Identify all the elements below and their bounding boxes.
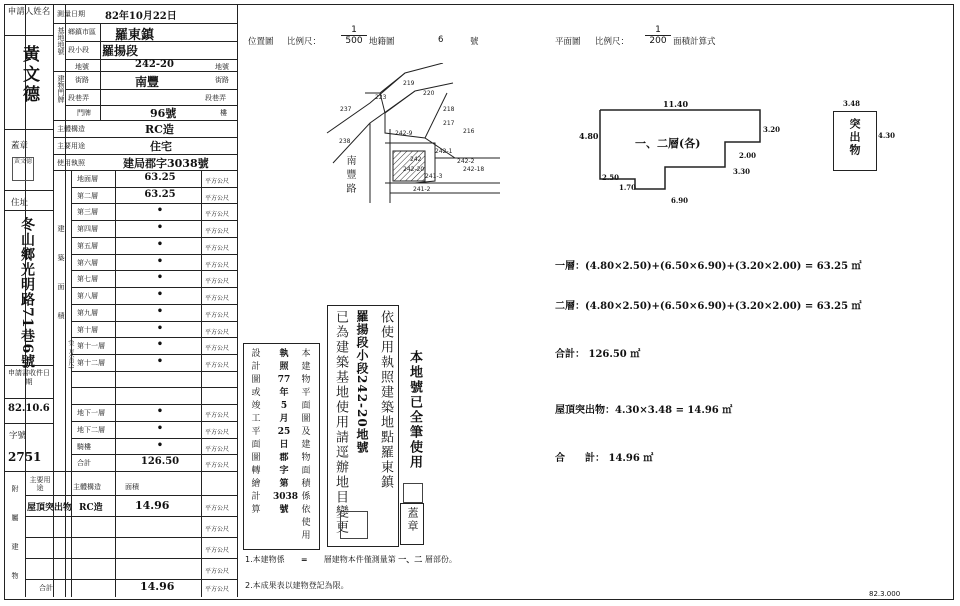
floor-unit: 平方公尺 (205, 345, 230, 353)
door-label: 門牌 (77, 109, 91, 117)
annex-row-line (25, 537, 237, 538)
street-label: 街路 (75, 76, 89, 84)
declaration-char: 面 (251, 440, 261, 450)
floor-name: 第五層 (77, 241, 98, 250)
road-label: 南豐路 (344, 155, 355, 197)
note2: 2.本成果表以建物登記為限。 (245, 581, 349, 590)
floor-unit: 平方公尺 (205, 178, 230, 185)
section-label: 段小段 (68, 46, 89, 54)
floor-unit: 平方公尺 (205, 412, 230, 420)
declaration-char: 積 (301, 479, 311, 489)
declaration-char: 號 (279, 505, 289, 515)
declaration-char: 工 (251, 414, 261, 424)
floor-name: 騎樓 (77, 442, 91, 451)
floor-unit: 平方公尺 (205, 311, 230, 319)
floor-area-value: • (156, 406, 164, 418)
use-label: 主要用途 (57, 142, 85, 150)
lot-label: 地號 (75, 63, 89, 71)
floor-row-line (71, 471, 237, 472)
annex-structure: RC造 (79, 503, 103, 513)
stamp-seal-text: 蓋章 (406, 507, 419, 533)
floor-row-line (71, 304, 237, 305)
lot-suffix: 地號 (215, 63, 229, 71)
annex-row-line (25, 579, 237, 580)
declaration-box (243, 343, 320, 550)
floor-name: 合計 (77, 459, 91, 468)
annex-use-label: 主要用途 (29, 476, 51, 492)
floor-row-line (71, 254, 237, 255)
building-label: 建物門牌 (57, 75, 65, 103)
parcel-label: 238 (339, 138, 351, 145)
floor-row-line (71, 454, 237, 455)
declaration-char: 係 (301, 492, 311, 502)
dim-bottom2: 1.70 (619, 183, 637, 192)
floor-name: 地面層 (77, 175, 98, 183)
dim-side-w: 3.48 (843, 99, 861, 108)
parcel-label: 242 (410, 156, 422, 163)
seal-square (340, 511, 368, 539)
note1-start: 1.本建物係 (245, 555, 285, 564)
use-value: 住宅 (150, 140, 172, 153)
lot-value: 242-20 (135, 59, 174, 70)
annex-unit: 平方公尺 (205, 505, 230, 512)
map-label: 地籍圖 (369, 37, 395, 47)
note1-mid: 層建物本件僅測量第 (323, 555, 396, 564)
seal-stamp: 黃文德 (12, 157, 34, 181)
floor-unit: 平方公尺 (205, 462, 230, 470)
declaration-char: 字 (279, 466, 289, 476)
location-scale-den: 500 (341, 35, 367, 46)
floor-unit: 平方公尺 (205, 428, 230, 436)
declaration-char: 設 (251, 349, 261, 359)
parcel-label: 241-2 (413, 186, 431, 193)
annex-label: 附屬建物 (11, 485, 19, 601)
survey-date-label: 測量日期 (57, 10, 85, 18)
section-value: 羅揚段 (102, 44, 139, 58)
location-scale (341, 25, 367, 46)
floor-unit: 平方公尺 (205, 328, 230, 336)
floor-name: 第九層 (77, 308, 98, 317)
floor-unit: 平方公尺 (205, 211, 230, 219)
location-scale-num: 1 (351, 25, 357, 35)
parcel-label: 242-9 (395, 130, 413, 137)
floor-name: 第八層 (77, 292, 98, 301)
floor-row-line (71, 354, 237, 355)
dim-right2: 2.00 (739, 151, 757, 160)
floor-row-line (71, 187, 237, 188)
floor-area-value: • (156, 255, 164, 267)
annex-unit: 平方公尺 (205, 547, 230, 554)
dim-right3: 3.30 (733, 167, 751, 176)
annex-area-label: 面積 (125, 483, 139, 491)
dim-top: 11.40 (663, 99, 689, 109)
floor-row-line (71, 237, 237, 238)
calc-roof: 屋頂突出物：4.30×3.48 = 14.96 ㎡ (555, 405, 733, 416)
floor-unit: 平方公尺 (205, 244, 230, 252)
declaration-col3 (248, 348, 264, 517)
declaration-char: 月 (279, 414, 289, 424)
declaration-char: 照 (279, 362, 289, 372)
floor-area-value: 63.25 (144, 188, 176, 200)
annex-unit: 平方公尺 (205, 568, 230, 575)
declaration-char: 及 (301, 427, 311, 437)
declaration-char: 第 (279, 479, 289, 489)
applicant-label: 申請人姓名 (7, 7, 51, 17)
license-value: 建局郡字3038號 (123, 157, 209, 170)
parcel-label: 217 (443, 120, 455, 127)
floor-name: 地下一層 (77, 409, 105, 418)
survey-form (4, 4, 954, 600)
floor-row-line (71, 287, 237, 288)
floor-unit: 平方公尺 (205, 295, 230, 303)
stamp-col2: 已為建築基地使用請逕辦地目變更 (333, 310, 348, 535)
declaration-char: 77 (277, 375, 291, 385)
stamp-col3: 羅揚段小段242-20地號 (355, 310, 369, 454)
plan-scale-label: 比例尺： (595, 37, 630, 47)
floor-row-line (71, 387, 237, 388)
floor-unit: 平方公尺 (205, 361, 230, 369)
note1-end: 層部份。 (424, 555, 457, 564)
declaration-char: 圖 (301, 414, 311, 424)
declaration-char: 用 (301, 531, 311, 541)
roof-label: 突出物 (848, 118, 861, 157)
dim-right1: 3.20 (763, 125, 781, 134)
declaration-char: 平 (301, 388, 311, 398)
parcel-label: 241-3 (425, 173, 443, 180)
declaration-char: 物 (301, 375, 311, 385)
annex-area-value: 14.96 (135, 499, 170, 512)
parcel-label: 237 (340, 106, 352, 113)
parcel-label: 219 (403, 80, 415, 87)
floor-row-line (71, 220, 237, 221)
floor-area-value: • (156, 322, 164, 334)
city-label: 鄉鎮市區 (68, 28, 96, 36)
floor-area-value: • (156, 305, 164, 317)
floor-unit: 平方公尺 (205, 445, 230, 453)
floor-name: 第十層 (77, 325, 98, 334)
parcel-label: 242-2 (457, 158, 475, 165)
room-label: 一、二層(各) (635, 137, 701, 150)
city-value: 羅東鎮 (115, 28, 155, 43)
declaration-char: 平 (251, 427, 261, 437)
plan-title: 平面圖 (555, 37, 581, 47)
floor-unit: 平方公尺 (205, 228, 230, 236)
floor-row-line (71, 421, 237, 422)
parcel-label: 220 (423, 90, 435, 97)
floor-area-value: 63.25 (144, 172, 176, 183)
floor-unit: 平方公尺 (205, 278, 230, 286)
annex-row-line (25, 516, 237, 517)
small-seal (403, 483, 423, 503)
lane-label: 段巷弄 (68, 94, 89, 102)
address-label: 住址 (11, 198, 29, 208)
declaration-char: 日 (279, 440, 289, 450)
annex-unit: 平方公尺 (205, 526, 230, 533)
declaration-char: 依 (301, 505, 311, 515)
structure-label: 主體構造 (57, 125, 85, 133)
floor-name: 第十一層 (77, 342, 105, 351)
declaration-char: 執 (279, 349, 289, 359)
parcel-label: 242-1 (435, 148, 453, 155)
plan-scale (645, 25, 671, 46)
annex-total-label: 合計 (39, 584, 53, 592)
floor-row-line (71, 270, 237, 271)
map-sheet: 6 (438, 35, 444, 45)
parcel-label: 242-20 (403, 166, 425, 173)
stamp-col1: 依使用執照建築地點羅東鎮 (378, 310, 393, 490)
vertical-note: 本地號已全筆使用 (407, 350, 422, 470)
declaration-char: 繪 (251, 479, 261, 489)
annex-use: 屋頂突出物 (27, 503, 73, 513)
land-label: 基地地號 (57, 27, 65, 55)
dim-side-h: 4.30 (878, 131, 896, 140)
floor-name: 第七層 (77, 275, 98, 284)
declaration-char: 圖 (251, 375, 261, 385)
floor-area-value: • (156, 355, 164, 367)
declaration-char: 使 (301, 518, 311, 528)
floor-name: 第二層 (77, 191, 98, 200)
declaration-char: 面 (301, 401, 311, 411)
area-calc-label: 面積計算式 (673, 37, 716, 47)
floor-row-line (71, 404, 237, 405)
footer-code: 82.3.000 (869, 590, 901, 598)
declaration-char: 5 (280, 401, 288, 411)
floor-name: 地下二層 (77, 425, 105, 434)
parcel-label: 216 (463, 128, 475, 135)
declaration-char: 面 (301, 466, 311, 476)
declaration-char: 圖 (251, 453, 261, 463)
floor-row-line (71, 337, 237, 338)
floor-suffix: 樓 (220, 109, 227, 117)
parcel-label: 218 (443, 106, 455, 113)
declaration-col1 (298, 348, 314, 543)
calc-total: 合計： 126.50 ㎡ (555, 349, 641, 360)
floor-unit: 平方公尺 (205, 194, 230, 202)
declaration-char: 計 (251, 492, 261, 502)
floor-area-value: • (156, 289, 164, 301)
lane-suffix: 段巷弄 (205, 94, 226, 102)
roof-structure (833, 111, 877, 171)
dim-bottom3: 6.90 (671, 196, 689, 205)
floor-area-value: 126.50 (140, 456, 180, 468)
annex-total-unit: 平方公尺 (205, 586, 230, 593)
area-label: 建築面積 (57, 225, 65, 341)
parcel-label: 223 (375, 94, 387, 101)
floor-row-line (71, 203, 237, 204)
calc-floor1: 一層：(4.80×2.50)+(6.50×6.90)+(3.20×2.00) = 63.25 ㎡ (555, 261, 862, 272)
dim-bottom1: 2.50 (602, 173, 620, 182)
declaration-char: 轉 (251, 466, 261, 476)
floor-name: 第四層 (77, 225, 98, 234)
floor-area-value: • (156, 422, 164, 434)
declaration-char: 竣 (251, 401, 261, 411)
declaration-char: 年 (279, 388, 289, 398)
floor-area-value: • (156, 339, 164, 351)
date-label: 申請書收件日期 (8, 369, 50, 386)
declaration-char: 建 (301, 362, 311, 372)
parcel-label: 242-18 (463, 166, 485, 173)
annex-row-line (25, 558, 237, 559)
floor-unit: 平方公尺 (205, 261, 230, 269)
calc-floor2: 二層：(4.80×2.50)+(6.50×6.90)+(3.20×2.00) = 63.25 ㎡ (555, 301, 862, 312)
door-value: 96號 (150, 107, 177, 120)
floor-area-value: • (156, 205, 164, 217)
floor-name: 第十二層 (77, 358, 105, 367)
declaration-char: 3038 (273, 492, 299, 502)
floor-area-value: • (156, 272, 164, 284)
annex-structure-label: 主體構造 (73, 483, 101, 491)
map-sheet-suffix: 號 (470, 37, 479, 47)
floor-name: 第六層 (77, 258, 98, 267)
declaration-col2 (273, 348, 299, 517)
dim-left: 4.80 (579, 131, 599, 141)
address-value: 冬山鄉光明路71巷6號 (19, 217, 35, 370)
annex-total-value: 14.96 (140, 580, 175, 593)
note1: 1.本建物係 = 層建物本件僅測量第 一、二 層部份。 (245, 554, 457, 564)
floor-name: 第三層 (77, 208, 98, 217)
floor-area-value: • (156, 439, 164, 451)
location-scale-label: 比例尺： (287, 37, 322, 47)
plan-scale-den: 200 (645, 35, 671, 46)
declaration-char: 算 (251, 505, 261, 515)
license-label: 使用執照 (57, 159, 85, 167)
structure-value: RC造 (145, 123, 174, 136)
declaration-char: 計 (251, 362, 261, 372)
calc-roof-total: 合 計： 14.96 ㎡ (555, 453, 654, 464)
date-value: 82.10.6 (8, 403, 50, 414)
street-value: 南豐 (135, 75, 160, 89)
location-title: 位置圖 (248, 37, 274, 47)
declaration-char: 25 (277, 427, 291, 437)
number-value: 2751 (8, 450, 42, 464)
street-suffix: 街路 (215, 76, 229, 84)
floor-row-line (71, 438, 237, 439)
plan-scale-num: 1 (655, 25, 661, 35)
applicant-name: 黃文德 (19, 45, 39, 105)
declaration-char: 本 (301, 349, 311, 359)
declaration-char: 物 (301, 453, 311, 463)
stamp-seal (400, 503, 424, 545)
survey-date-value: 82年10月22日 (105, 11, 177, 22)
declaration-char: 郡 (279, 453, 289, 463)
number-label: 字號 (9, 431, 27, 441)
seal-label: 蓋章 (11, 141, 29, 151)
floor-area-value: • (156, 238, 164, 250)
floor-row-line (71, 321, 237, 322)
floor-area-value: • (156, 222, 164, 234)
floor-row-line (71, 371, 237, 372)
declaration-char: 建 (301, 440, 311, 450)
declaration-char: 或 (251, 388, 261, 398)
note1-floors: 一、二 (398, 554, 423, 564)
